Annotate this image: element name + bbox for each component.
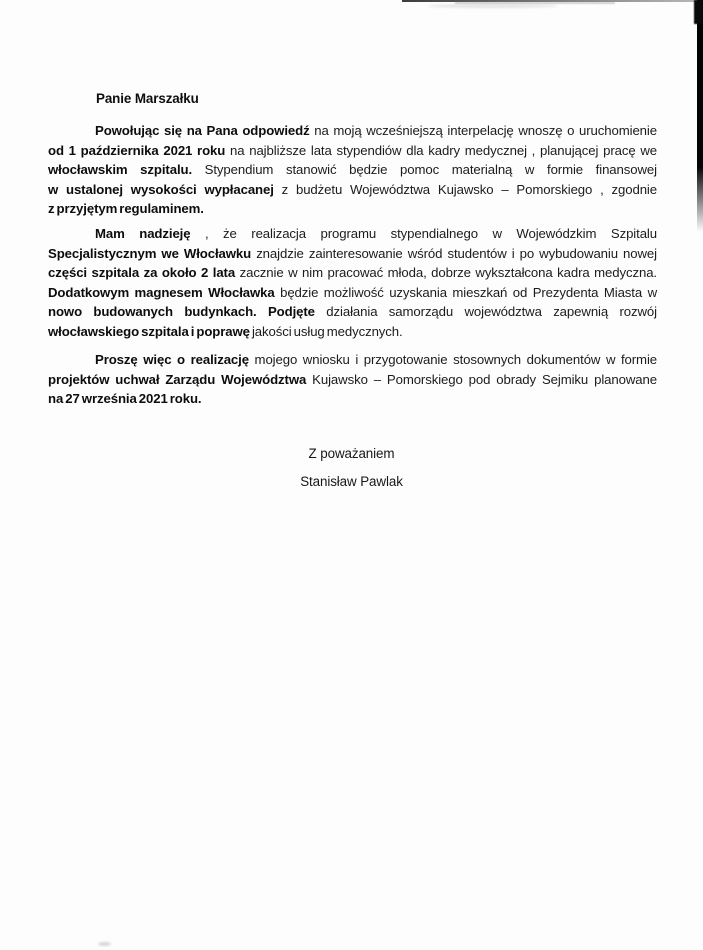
signature-name: Stanisław Pawlak [300, 474, 403, 489]
text-line: Dodatkowym magnesem Włocławka będzie możliwość uzyskania mieszkań od Prezydenta Miasta w [48, 284, 657, 300]
paragraph-3 [48, 350, 657, 409]
text-line: Mam nadzieję , że realizacja programu stypendialnego w Wojewódzkim Szpitalu [95, 226, 657, 241]
paragraph-2 [48, 224, 657, 342]
salutation: Panie Marszałku [96, 91, 199, 106]
paragraph-1 [48, 121, 657, 219]
text-line: na 27 września 2021 roku. [48, 391, 202, 407]
closing-phrase: Z poważaniem [308, 446, 395, 461]
text-line: z przyjętym regulaminem. [48, 201, 204, 217]
text-line: w ustalonej wysokości wypłacanej z budżetu Województwa Kujawsko – Pomorskiego , zgodnie [48, 181, 657, 197]
top-edge-smudge [428, 4, 558, 8]
text-line: projektów uchwał Zarządu Województwa Kujawsko – Pomorskiego pod obrady Sejmiku planowane [48, 371, 657, 387]
bottom-smudge [98, 942, 111, 946]
text-line: części szpitala za około 2 lata zacznie w nim pracować młoda, dobrze wykształcona kadra medyczna. [48, 265, 657, 281]
right-edge-scan-bar-cap [694, 0, 703, 24]
text-line: Powołując się na Pana odpowiedź na moją wcześniejszą interpelację wnoszę o uruchomienie [95, 123, 657, 138]
text-line: nowo budowanych budynkach. Podjęte działania samorządu województwa zapewnią rozwój [48, 304, 657, 320]
text-line: włocławskim szpitalu. Stypendium stanowić będzie pomoc materialną w formie finansowej [48, 162, 657, 178]
text-line: włocławskiego szpitala i poprawę jakości usług medycznych. [48, 323, 403, 339]
text-line: Proszę więc o realizację mojego wniosku i przygotowanie stosownych dokumentów w formie [95, 352, 658, 367]
text-line: od 1 października 2021 roku na najbliższe lata stypendiów dla kadry medycznej , planującej pracę we [48, 142, 658, 158]
right-edge-scan-bar [697, 0, 703, 232]
text-line: Specjalistycznym we Włocławku znajdzie zainteresowanie wśród studentów i po wybudowaniu nowej [48, 245, 657, 261]
